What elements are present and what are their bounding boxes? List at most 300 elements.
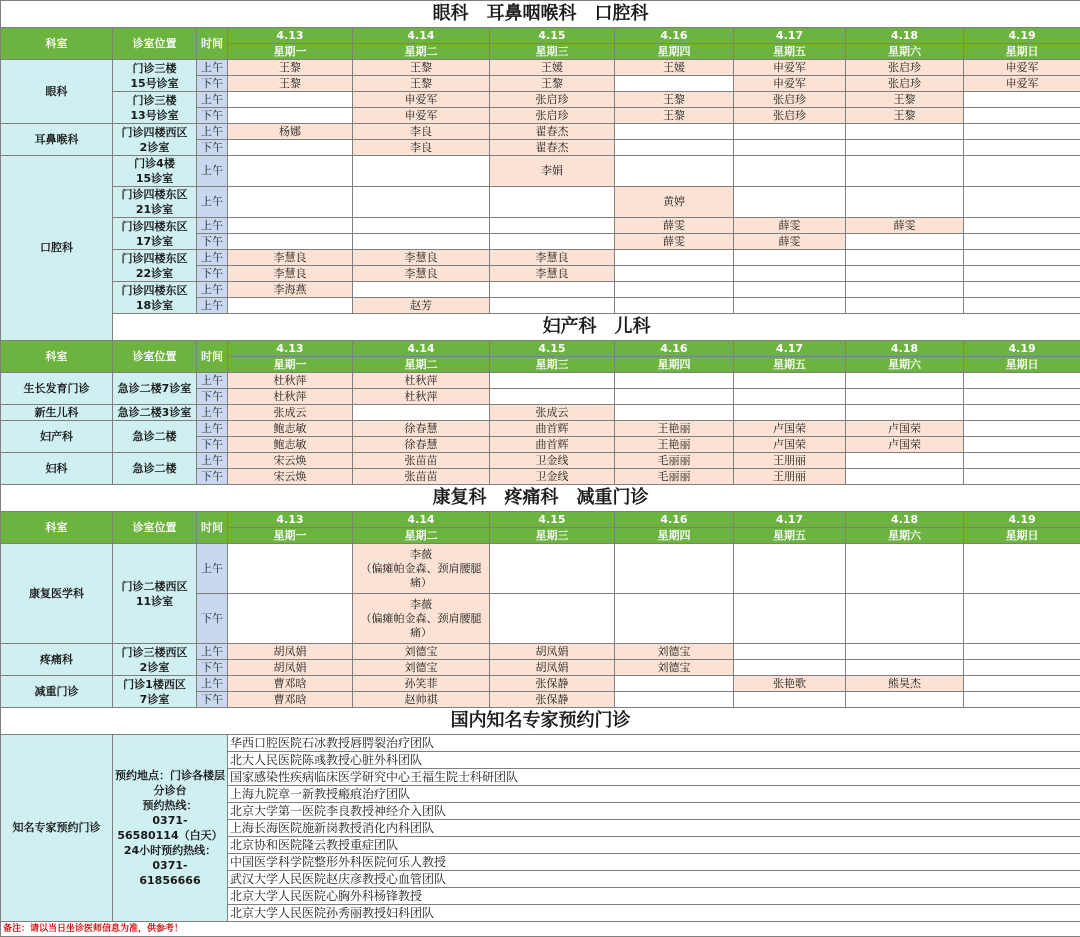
doctor-cell [846, 453, 964, 469]
doctor-cell: 卢国荣 [846, 421, 964, 437]
doctor-cell: 王朋丽 [734, 453, 846, 469]
dept-eye: 眼科 [1, 60, 113, 124]
header-date: 4.13 [228, 512, 353, 528]
expert-team: 武汉大学人民医院赵庆彦教授心血管团队 [228, 871, 1080, 888]
header-date: 4.15 [490, 512, 615, 528]
dept-pain: 疼痛科 [1, 644, 113, 676]
doctor-cell [734, 389, 846, 405]
doctor-cell: 张启珍 [734, 92, 846, 108]
doctor-cell: 杨娜 [228, 124, 353, 140]
doctor-cell: 张启珍 [846, 60, 964, 76]
doctor-cell [228, 156, 353, 187]
doctor-cell [964, 108, 1080, 124]
doctor-cell [964, 156, 1080, 187]
section-title: 妇产科 儿科 [113, 314, 1080, 341]
room-location: 门诊四楼东区 17诊室 [113, 218, 197, 250]
time-am: 上午 [197, 405, 228, 421]
room-location: 门诊1楼西区 7诊室 [113, 676, 197, 708]
dept-experts: 知名专家预约门诊 [1, 735, 113, 922]
doctor-cell [846, 544, 964, 594]
doctor-cell: 申爱军 [734, 60, 846, 76]
expert-team: 北大人民医院陈彧教授心脏外科团队 [228, 752, 1080, 769]
doctor-cell [964, 234, 1080, 250]
room-location: 门诊四楼东区 21诊室 [113, 187, 197, 218]
header-location: 诊室位置 [113, 341, 197, 373]
header-weekday: 星期一 [228, 528, 353, 544]
doctor-cell [846, 594, 964, 644]
time-am: 上午 [197, 373, 228, 389]
expert-team: 北京协和医院隆云教授重症团队 [228, 837, 1080, 854]
doctor-cell [964, 676, 1080, 692]
doctor-cell [228, 298, 353, 314]
doctor-cell [490, 234, 615, 250]
doctor-cell [964, 453, 1080, 469]
doctor-cell: 卢国荣 [846, 437, 964, 453]
doctor-cell: 黄婷 [615, 187, 734, 218]
doctor-cell: 刘德宝 [353, 644, 490, 660]
expert-team: 上海长海医院施新岗教授消化内科团队 [228, 820, 1080, 837]
header-weekday: 星期三 [490, 357, 615, 373]
doctor-cell: 王黎 [228, 60, 353, 76]
doctor-cell [734, 644, 846, 660]
doctor-cell [846, 298, 964, 314]
doctor-cell [353, 187, 490, 218]
time-pm: 下午 [197, 692, 228, 708]
doctor-cell: 胡凤娟 [228, 644, 353, 660]
dept-ent: 耳鼻喉科 [1, 124, 113, 156]
time-am: 上午 [197, 453, 228, 469]
header-dept: 科室 [1, 28, 113, 60]
doctor-cell [615, 76, 734, 92]
doctor-cell: 王媛 [615, 60, 734, 76]
doctor-cell [353, 282, 490, 298]
header-dept: 科室 [1, 512, 113, 544]
header-time: 时间 [197, 512, 228, 544]
header-weekday: 星期三 [490, 528, 615, 544]
doctor-cell [846, 124, 964, 140]
header-weekday: 星期六 [846, 44, 964, 60]
expert-team: 中国医学科学院整形外科医院何乐人教授 [228, 854, 1080, 871]
doctor-cell: 曲首辉 [490, 421, 615, 437]
header-weekday: 星期日 [964, 528, 1080, 544]
header-time: 时间 [197, 341, 228, 373]
doctor-cell [964, 660, 1080, 676]
time-am: 上午 [197, 60, 228, 76]
time-am: 上午 [197, 676, 228, 692]
doctor-cell [734, 692, 846, 708]
dept-rehab: 康复医学科 [1, 544, 113, 644]
room-location: 门诊四楼东区 22诊室 [113, 250, 197, 282]
doctor-cell [353, 405, 490, 421]
doctor-cell: 杜秋萍 [353, 389, 490, 405]
doctor-cell [964, 187, 1080, 218]
doctor-cell: 王艳丽 [615, 421, 734, 437]
doctor-cell [846, 469, 964, 485]
doctor-cell [490, 218, 615, 234]
doctor-cell: 刘德宝 [353, 660, 490, 676]
footnote: 备注：请以当日坐诊医师信息为准，供参考！ [1, 922, 1080, 937]
header-date: 4.16 [615, 512, 734, 528]
doctor-cell: 张启珍 [490, 108, 615, 124]
doctor-cell: 翟春杰 [490, 140, 615, 156]
doctor-cell: 熊昊杰 [846, 676, 964, 692]
doctor-cell [964, 124, 1080, 140]
doctor-cell [734, 660, 846, 676]
doctor-cell [964, 218, 1080, 234]
header-weekday: 星期五 [734, 357, 846, 373]
doctor-cell: 张启珍 [734, 108, 846, 124]
header-date: 4.18 [846, 512, 964, 528]
doctor-cell [964, 421, 1080, 437]
doctor-cell: 卫金线 [490, 469, 615, 485]
doctor-cell [846, 266, 964, 282]
doctor-cell: 曲首辉 [490, 437, 615, 453]
time-pm: 下午 [197, 660, 228, 676]
doctor-cell [734, 282, 846, 298]
doctor-cell [228, 140, 353, 156]
expert-team: 北京大学人民医院孙秀丽教授妇科团队 [228, 905, 1080, 922]
doctor-cell: 毛丽丽 [615, 469, 734, 485]
doctor-cell [228, 594, 353, 644]
doctor-cell [964, 282, 1080, 298]
doctor-cell: 王媛 [490, 60, 615, 76]
time-pm: 下午 [197, 234, 228, 250]
doctor-cell: 申爱军 [353, 92, 490, 108]
doctor-cell [846, 405, 964, 421]
doctor-cell: 李海燕 [228, 282, 353, 298]
header-location: 诊室位置 [113, 28, 197, 60]
doctor-cell [964, 250, 1080, 266]
booking-info: 预约地点：门诊各楼层分诊台 预约热线： 0371- 56580114（白天） 24小时预约热线： 0371- 61856666 [113, 735, 228, 922]
expert-team: 华西口腔医院石冰教授唇腭裂治疗团队 [228, 735, 1080, 752]
doctor-cell: 翟春杰 [490, 124, 615, 140]
doctor-cell [964, 692, 1080, 708]
expert-team: 国家感染性疾病临床医学研究中心王福生院士科研团队 [228, 769, 1080, 786]
doctor-cell: 王朋丽 [734, 469, 846, 485]
header-date: 4.17 [734, 28, 846, 44]
doctor-cell [615, 298, 734, 314]
doctor-cell: 薛雯 [734, 218, 846, 234]
doctor-cell [734, 124, 846, 140]
section-title: 国内知名专家预约门诊 [1, 708, 1080, 735]
doctor-cell: 宋云焕 [228, 469, 353, 485]
doctor-cell: 薛雯 [734, 234, 846, 250]
doctor-cell [846, 373, 964, 389]
doctor-cell [846, 156, 964, 187]
header-location: 诊室位置 [113, 512, 197, 544]
header-weekday: 星期日 [964, 357, 1080, 373]
doctor-cell: 胡凤娟 [490, 660, 615, 676]
doctor-cell [490, 373, 615, 389]
doctor-cell [228, 187, 353, 218]
doctor-cell [846, 389, 964, 405]
time-pm: 下午 [197, 266, 228, 282]
doctor-cell: 李娟 [490, 156, 615, 187]
header-date: 4.19 [964, 28, 1080, 44]
doctor-cell: 张保静 [490, 676, 615, 692]
doctor-cell: 申爱军 [964, 76, 1080, 92]
room-location: 门诊四楼东区 18诊室 [113, 282, 197, 314]
doctor-cell [734, 594, 846, 644]
doctor-cell: 李薇 （偏瘫帕金森、颈肩腰腿 痛） [353, 544, 490, 594]
doctor-cell: 王黎 [615, 92, 734, 108]
doctor-cell: 张苗苗 [353, 453, 490, 469]
doctor-cell [846, 660, 964, 676]
room-location: 急诊二楼 [113, 453, 197, 485]
doctor-cell [615, 156, 734, 187]
doctor-cell [964, 373, 1080, 389]
header-date: 4.14 [353, 341, 490, 357]
doctor-cell: 李慧良 [490, 266, 615, 282]
header-date: 4.19 [964, 341, 1080, 357]
doctor-cell: 杜秋萍 [228, 389, 353, 405]
doctor-cell [228, 544, 353, 594]
doctor-cell [964, 594, 1080, 644]
doctor-cell [846, 282, 964, 298]
doctor-cell [615, 250, 734, 266]
room-location: 门诊三楼 15号诊室 [113, 60, 197, 92]
doctor-cell: 李慧良 [228, 250, 353, 266]
time-am: 上午 [197, 250, 228, 266]
doctor-cell [228, 92, 353, 108]
header-date: 4.16 [615, 341, 734, 357]
header-date: 4.17 [734, 341, 846, 357]
doctor-cell [490, 389, 615, 405]
time-am: 上午 [197, 644, 228, 660]
doctor-cell [734, 140, 846, 156]
header-weekday: 星期五 [734, 44, 846, 60]
doctor-cell: 宋云焕 [228, 453, 353, 469]
doctor-cell [846, 692, 964, 708]
doctor-cell [964, 469, 1080, 485]
doctor-cell: 王黎 [353, 76, 490, 92]
doctor-cell [353, 218, 490, 234]
time-am: 上午 [197, 92, 228, 108]
doctor-cell: 薛雯 [615, 234, 734, 250]
doctor-cell [353, 234, 490, 250]
doctor-cell: 毛丽丽 [615, 453, 734, 469]
doctor-cell [734, 250, 846, 266]
doctor-cell [734, 266, 846, 282]
header-weekday: 星期一 [228, 357, 353, 373]
doctor-cell: 李薇 （偏瘫帕金森、颈肩腰腿 痛） [353, 594, 490, 644]
doctor-cell [490, 187, 615, 218]
header-date: 4.16 [615, 28, 734, 44]
doctor-cell [734, 373, 846, 389]
doctor-cell [964, 405, 1080, 421]
time-am: 上午 [197, 124, 228, 140]
doctor-cell [964, 544, 1080, 594]
header-date: 4.13 [228, 341, 353, 357]
doctor-cell: 申爱军 [734, 76, 846, 92]
time-pm: 下午 [197, 437, 228, 453]
doctor-cell [490, 298, 615, 314]
header-weekday: 星期四 [615, 44, 734, 60]
time-pm: 下午 [197, 140, 228, 156]
doctor-cell [846, 234, 964, 250]
doctor-cell [846, 250, 964, 266]
room-location: 急诊二楼3诊室 [113, 405, 197, 421]
doctor-cell: 张苗苗 [353, 469, 490, 485]
doctor-cell: 张成云 [490, 405, 615, 421]
dept-gyn: 妇科 [1, 453, 113, 485]
doctor-cell: 张艳歌 [734, 676, 846, 692]
doctor-cell: 杜秋萍 [353, 373, 490, 389]
doctor-cell [228, 234, 353, 250]
doctor-cell [615, 140, 734, 156]
time-am: 上午 [197, 421, 228, 437]
dept-obgyn: 妇产科 [1, 421, 113, 453]
doctor-cell: 申爱军 [353, 108, 490, 124]
doctor-cell: 赵帅祺 [353, 692, 490, 708]
doctor-cell [615, 266, 734, 282]
doctor-cell: 张启珍 [490, 92, 615, 108]
header-weekday: 星期四 [615, 528, 734, 544]
header-dept: 科室 [1, 341, 113, 373]
doctor-cell: 刘德宝 [615, 644, 734, 660]
room-location: 急诊二楼7诊室 [113, 373, 197, 405]
header-weekday: 星期二 [353, 44, 490, 60]
room-location: 急诊二楼 [113, 421, 197, 453]
expert-team: 上海九院章一新教授瘢痕治疗团队 [228, 786, 1080, 803]
doctor-cell [615, 124, 734, 140]
header-date: 4.18 [846, 28, 964, 44]
doctor-cell [964, 389, 1080, 405]
header-date: 4.15 [490, 28, 615, 44]
doctor-cell: 张成云 [228, 405, 353, 421]
doctor-cell [964, 437, 1080, 453]
doctor-cell [734, 156, 846, 187]
time-am: 上午 [197, 298, 228, 314]
time-am: 上午 [197, 218, 228, 234]
doctor-cell: 李慧良 [490, 250, 615, 266]
dept-oral: 口腔科 [1, 156, 113, 341]
header-date: 4.19 [964, 512, 1080, 528]
doctor-cell: 李慧良 [353, 266, 490, 282]
time-pm: 下午 [197, 108, 228, 124]
header-weekday: 星期五 [734, 528, 846, 544]
doctor-cell: 胡凤娟 [228, 660, 353, 676]
doctor-cell [490, 544, 615, 594]
doctor-cell [615, 676, 734, 692]
expert-team: 北京大学第一医院李良教授神经介入团队 [228, 803, 1080, 820]
time-am: 上午 [197, 544, 228, 594]
doctor-cell [734, 405, 846, 421]
doctor-cell [846, 140, 964, 156]
doctor-cell: 李慧良 [353, 250, 490, 266]
doctor-cell [846, 187, 964, 218]
doctor-cell [964, 644, 1080, 660]
doctor-cell [964, 266, 1080, 282]
room-location: 门诊三楼西区 2诊室 [113, 644, 197, 676]
doctor-cell: 刘德宝 [615, 660, 734, 676]
header-date: 4.14 [353, 512, 490, 528]
doctor-cell [615, 544, 734, 594]
doctor-cell [490, 282, 615, 298]
doctor-cell: 申爱军 [964, 60, 1080, 76]
doctor-cell: 薛雯 [846, 218, 964, 234]
header-weekday: 星期日 [964, 44, 1080, 60]
time-pm: 下午 [197, 76, 228, 92]
doctor-cell [353, 156, 490, 187]
header-weekday: 星期四 [615, 357, 734, 373]
dept-growth: 生长发育门诊 [1, 373, 113, 405]
doctor-cell [615, 282, 734, 298]
doctor-cell: 徐春慧 [353, 421, 490, 437]
doctor-cell: 鲍志敏 [228, 421, 353, 437]
doctor-cell [615, 692, 734, 708]
doctor-cell: 孙笑菲 [353, 676, 490, 692]
doctor-cell: 薛雯 [615, 218, 734, 234]
doctor-cell: 赵芳 [353, 298, 490, 314]
header-date: 4.13 [228, 28, 353, 44]
header-weekday: 星期六 [846, 357, 964, 373]
doctor-cell: 李良 [353, 124, 490, 140]
time-am: 上午 [197, 187, 228, 218]
header-weekday: 星期一 [228, 44, 353, 60]
doctor-cell: 鲍志敏 [228, 437, 353, 453]
doctor-cell [228, 108, 353, 124]
doctor-cell [734, 187, 846, 218]
doctor-cell [615, 405, 734, 421]
doctor-cell [964, 298, 1080, 314]
time-pm: 下午 [197, 469, 228, 485]
header-weekday: 星期三 [490, 44, 615, 60]
doctor-cell: 王黎 [615, 108, 734, 124]
doctor-cell: 王黎 [228, 76, 353, 92]
doctor-cell: 卢国荣 [734, 421, 846, 437]
header-weekday: 星期二 [353, 357, 490, 373]
header-date: 4.14 [353, 28, 490, 44]
doctor-cell: 王黎 [353, 60, 490, 76]
doctor-cell [734, 298, 846, 314]
doctor-cell [615, 594, 734, 644]
doctor-cell: 胡凤娟 [490, 644, 615, 660]
doctor-cell: 李良 [353, 140, 490, 156]
doctor-cell: 卢国荣 [734, 437, 846, 453]
doctor-cell [846, 644, 964, 660]
header-date: 4.17 [734, 512, 846, 528]
doctor-cell: 王黎 [846, 108, 964, 124]
doctor-cell [228, 218, 353, 234]
doctor-cell [615, 389, 734, 405]
time-am: 上午 [197, 282, 228, 298]
doctor-cell: 徐春慧 [353, 437, 490, 453]
expert-team: 北京大学人民医院心胸外科杨锋教授 [228, 888, 1080, 905]
room-location: 门诊4楼 15诊室 [113, 156, 197, 187]
doctor-cell: 曹邓晗 [228, 692, 353, 708]
doctor-cell: 张启珍 [846, 76, 964, 92]
doctor-cell: 张保静 [490, 692, 615, 708]
room-location: 门诊二楼西区 11诊室 [113, 544, 197, 644]
doctor-cell: 王艳丽 [615, 437, 734, 453]
time-pm: 下午 [197, 389, 228, 405]
section-title: 眼科 耳鼻咽喉科 口腔科 [1, 1, 1080, 28]
doctor-cell: 曹邓晗 [228, 676, 353, 692]
doctor-cell: 王黎 [490, 76, 615, 92]
doctor-cell [734, 544, 846, 594]
doctor-cell [615, 373, 734, 389]
doctor-cell: 杜秋萍 [228, 373, 353, 389]
header-time: 时间 [197, 28, 228, 60]
section-title: 康复科 疼痛科 减重门诊 [1, 485, 1080, 512]
header-date: 4.15 [490, 341, 615, 357]
dept-weight: 减重门诊 [1, 676, 113, 708]
doctor-cell: 卫金线 [490, 453, 615, 469]
time-am: 上午 [197, 156, 228, 187]
room-location: 门诊四楼西区 2诊室 [113, 124, 197, 156]
room-location: 门诊三楼 13号诊室 [113, 92, 197, 124]
